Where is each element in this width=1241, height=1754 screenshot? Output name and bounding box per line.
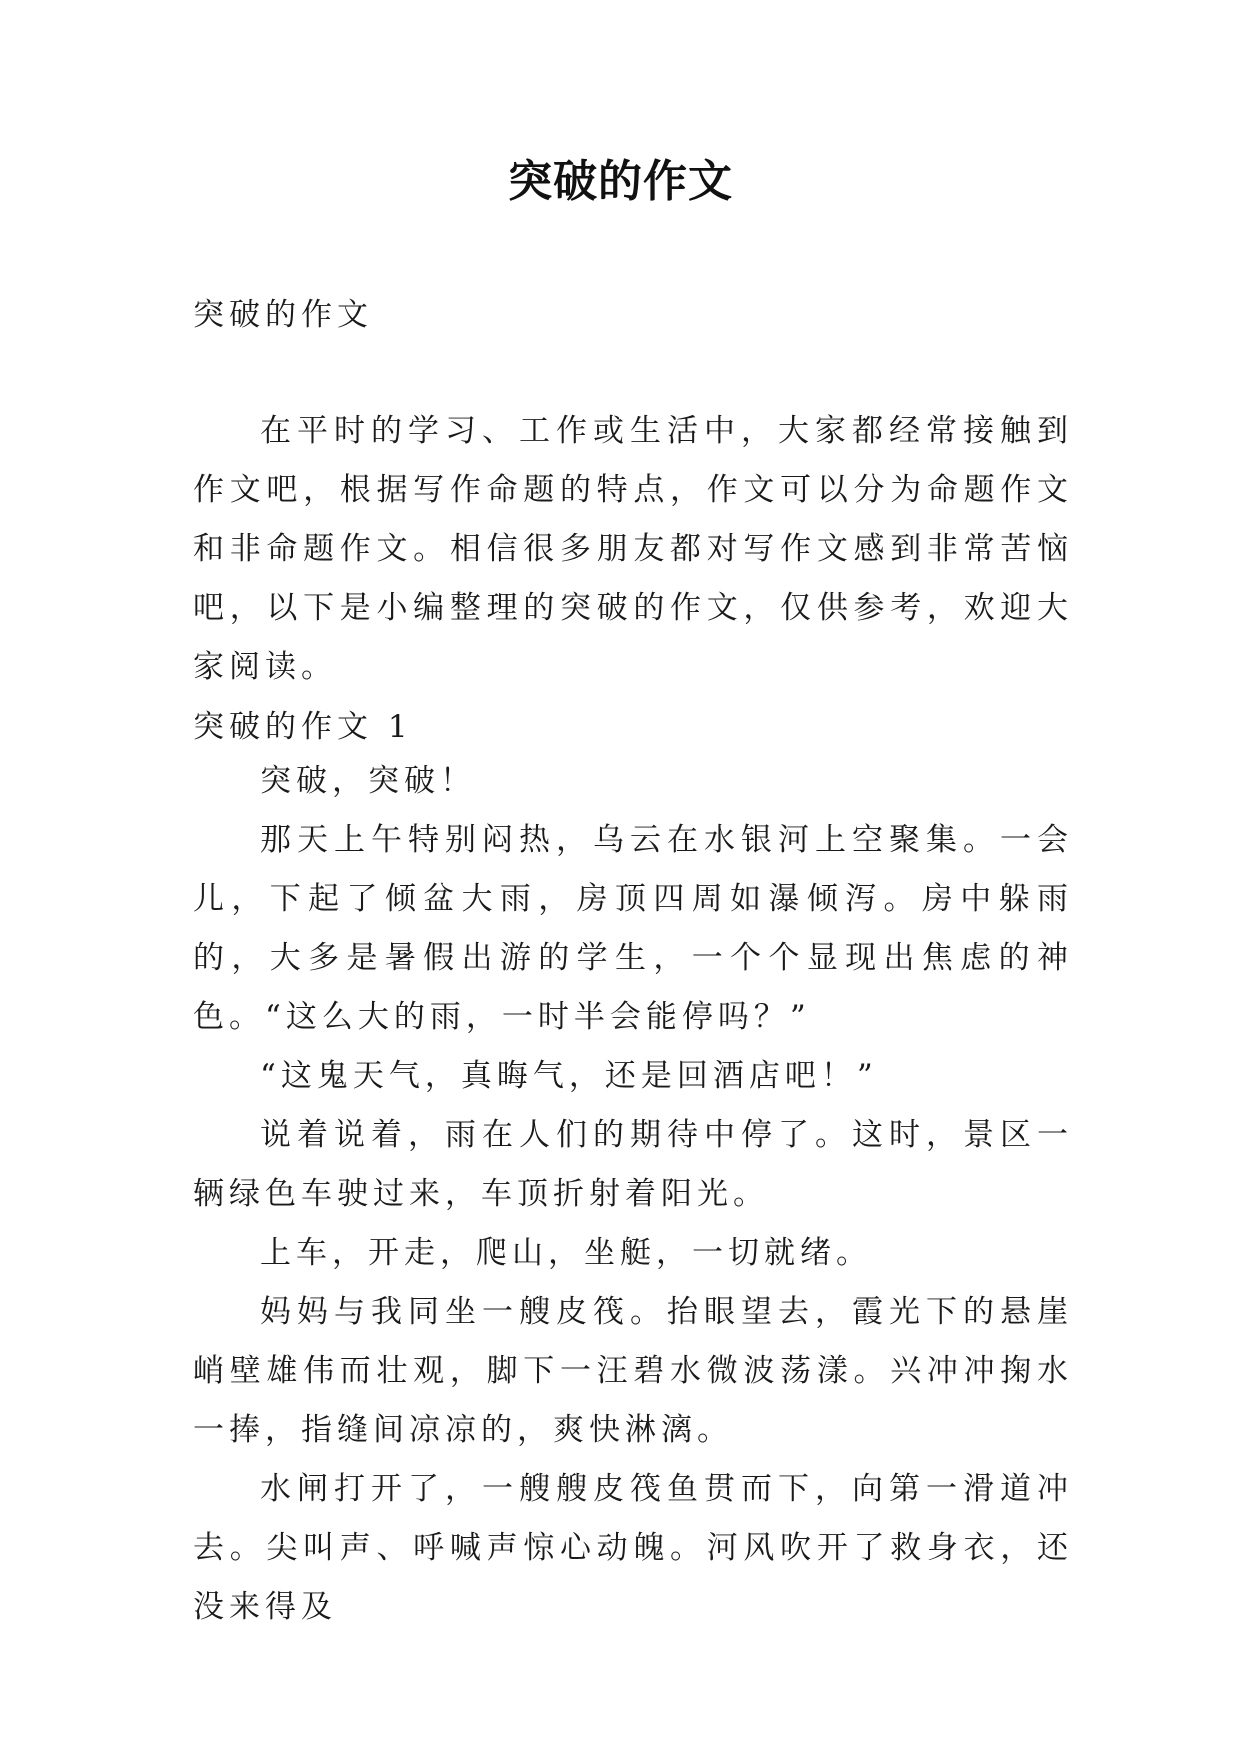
- article-paragraph: 那天上午特别闷热，乌云在水银河上空聚集。一会儿，下起了倾盆大雨，房顶四周如瀑倾泻。房中躲雨的，大多是暑假出游的学生，一个个显现出焦虑的神色。“这么大的雨，一时半会能停吗？”: [193, 822, 1073, 1035]
- article-body: [193, 752, 1073, 1637]
- article-paragraph: “这鬼天气，真晦气，还是回酒店吧！”: [260, 1058, 878, 1094]
- article-paragraph: 突破，突破！: [260, 763, 476, 799]
- document-title: 突破的作文: [508, 156, 733, 207]
- document-subtitle: 突破的作文: [193, 297, 373, 333]
- intro-section: [193, 402, 1073, 697]
- article-paragraph: 水闸打开了，一艘艘皮筏鱼贯而下，向第一滑道冲去。尖叫声、呼喊声惊心动魄。河风吹开了救身衣，还没来得及: [193, 1471, 1073, 1625]
- section-heading: 突破的作文 1: [193, 709, 413, 745]
- intro-paragraph: 在平时的学习、工作或生活中，大家都经常接触到作文吧，根据写作命题的特点，作文可以分为命题作文和非命题作文。相信很多朋友都对写作文感到非常苦恼吧，以下是小编整理的突破的作文，仅供参考，欢迎大家阅读。: [193, 413, 1073, 685]
- article-paragraph: 上车，开走，爬山，坐艇，一切就绪。: [260, 1235, 872, 1271]
- article-paragraph: 说着说着，雨在人们的期待中停了。这时，景区一辆绿色车驶过来，车顶折射着阳光。: [193, 1117, 1073, 1212]
- article-paragraph: 妈妈与我同坐一艘皮筏。抬眼望去，霞光下的悬崖峭壁雄伟而壮观，脚下一汪碧水微波荡漾。兴冲冲掬水一捧，指缝间凉凉的，爽快淋漓。: [193, 1294, 1073, 1448]
